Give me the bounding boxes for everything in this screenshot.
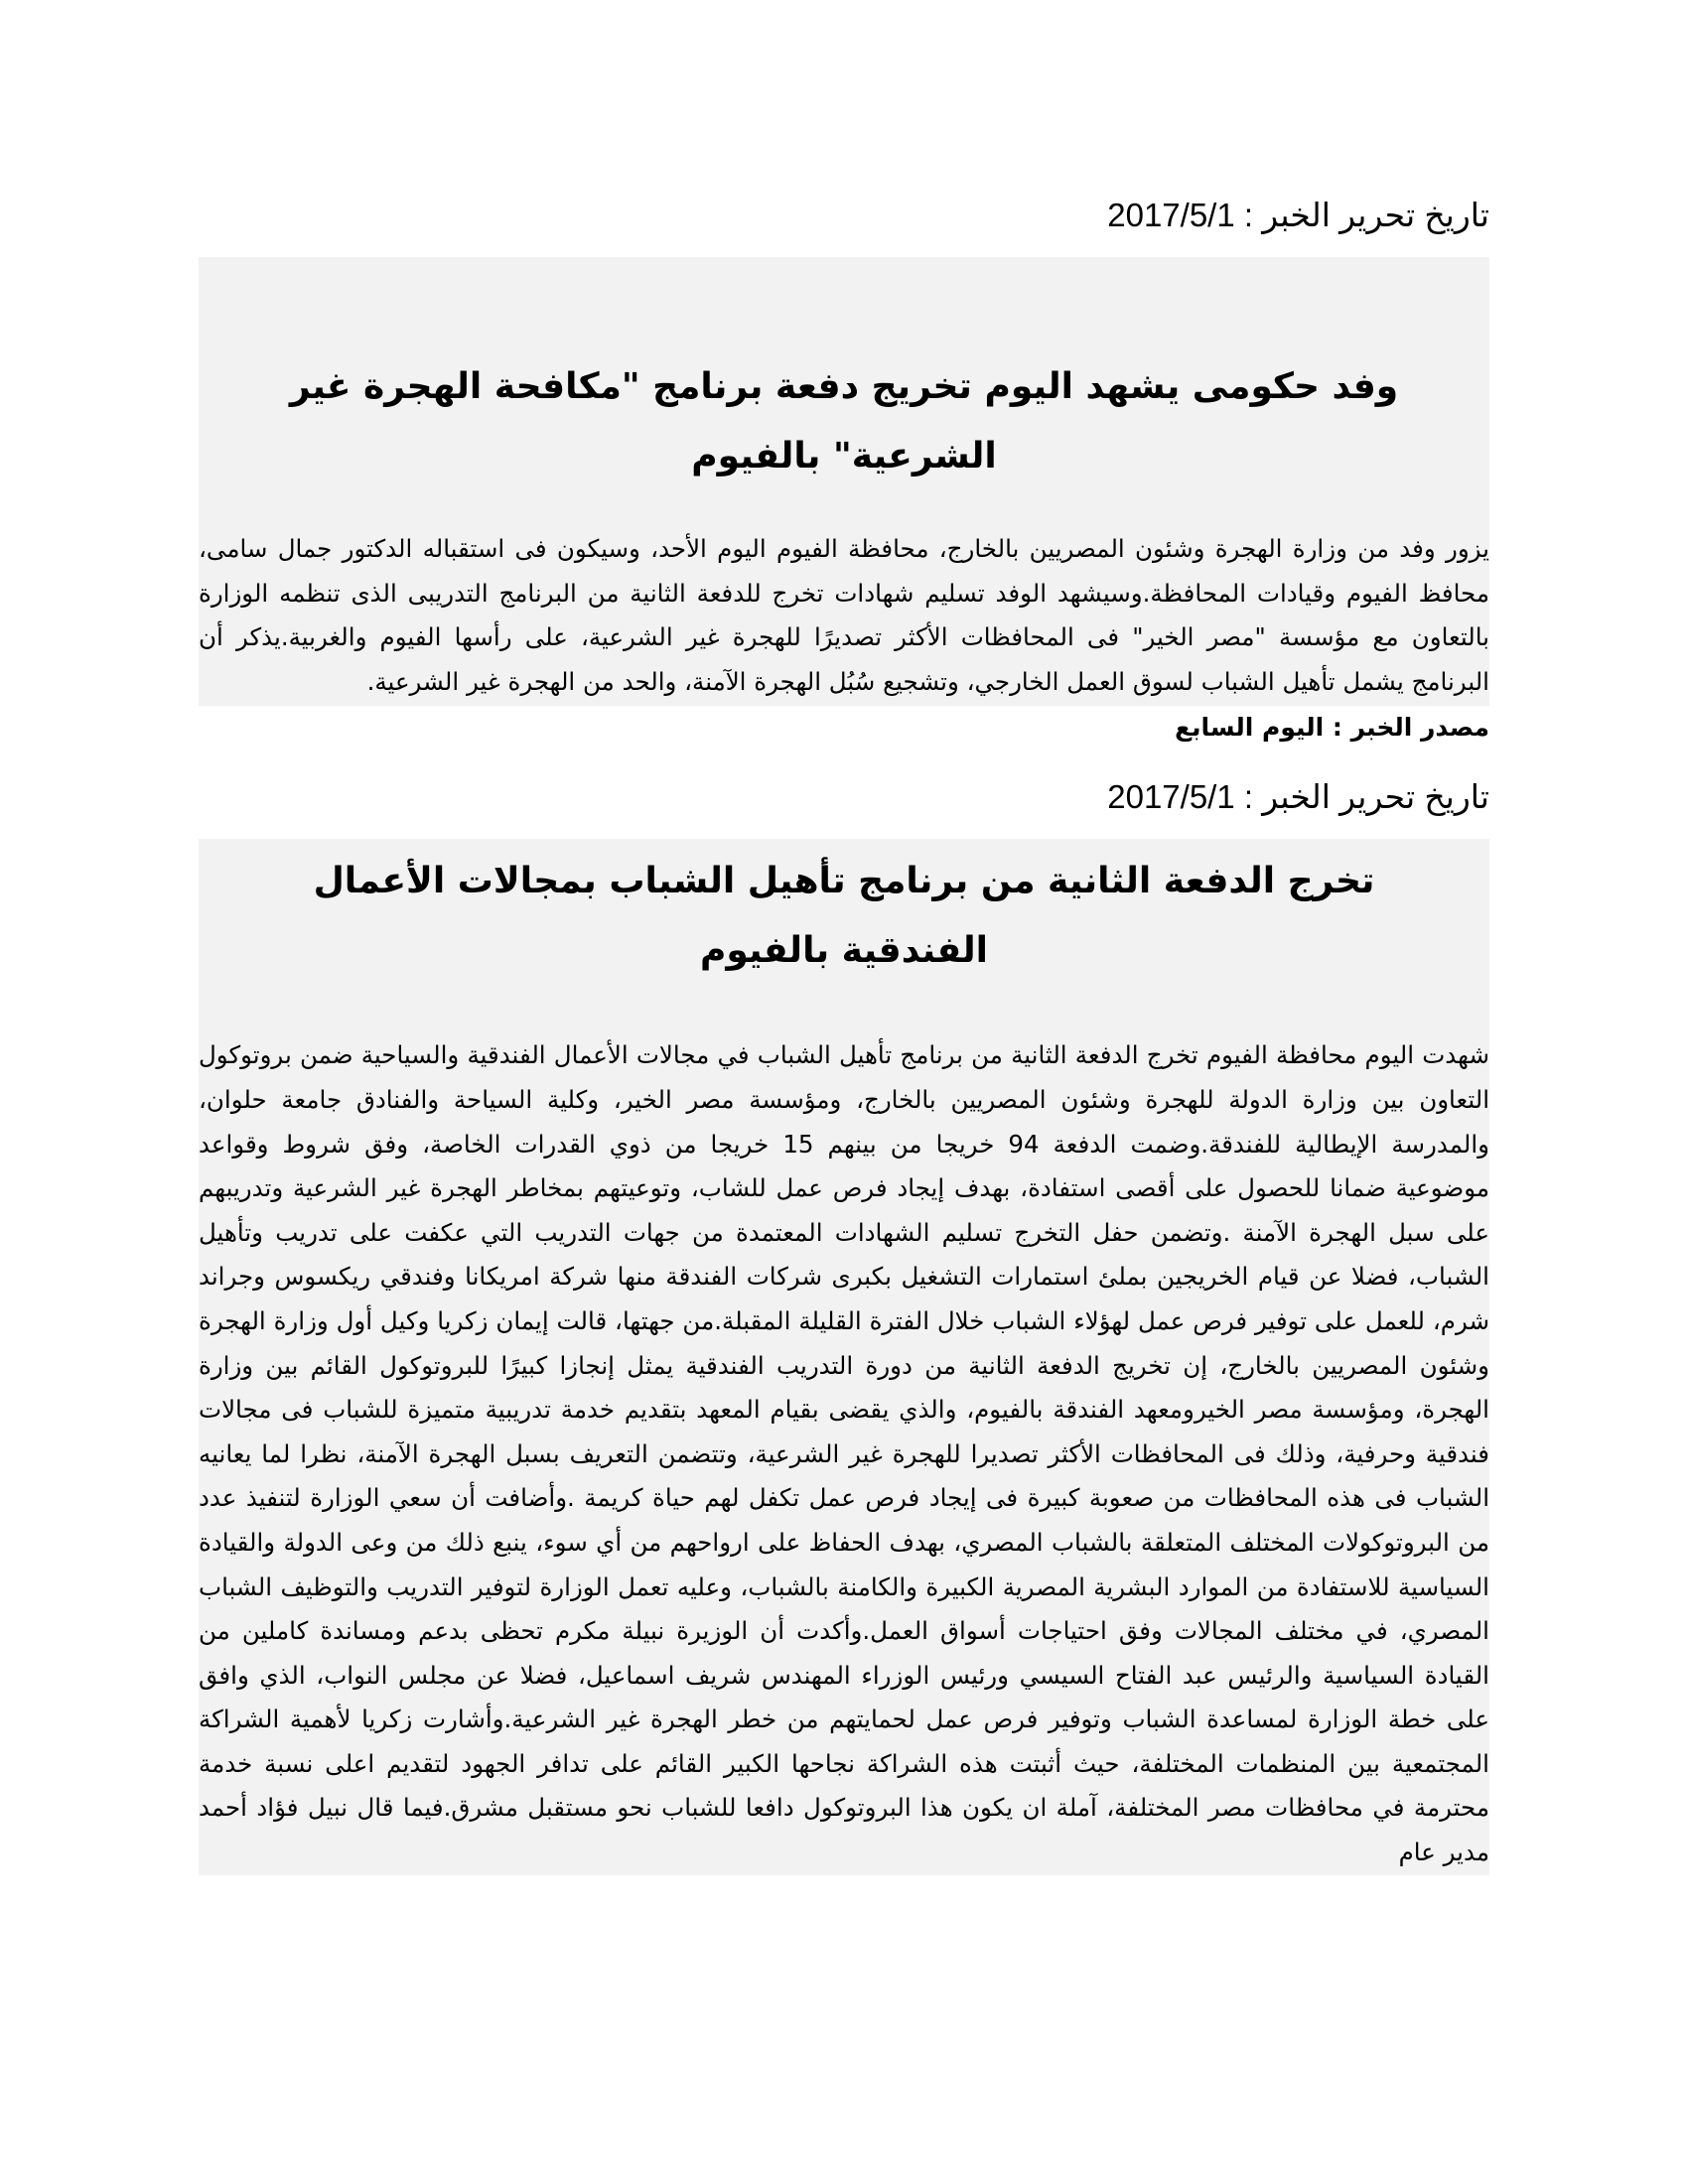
article-body: يزور وفد من وزارة الهجرة وشئون المصريين بالخارج، محافظة الفيوم اليوم الأحد، وسيكون فى استقباله الدكتور جمال سامى، محافظ الفيوم وقيادات المحافظة.وسيشهد الوفد تسليم شهادات تخرج للدفعة الثانية من البرنامج التدريبى الذى تنظمه الوزارة بالتعاون مع مؤسسة "مصر الخير" فى المحافظات الأكثر تصديرًا للهجرة غير الشرعية، على رأسها الفيوم والغربية.يذكر أن البرنامج يشمل تأهيل الشباب لسوق العمل الخارجي، وتشجيع سُبُل الهجرة الآمنة، والحد من الهجرة غير الشرعية. bbox=[199, 534, 1489, 696]
article-headline: تخرج الدفعة الثانية من برنامج تأهيل الشباب بمجالات الأعمال الفندقية بالفيوم bbox=[313, 861, 1375, 972]
article-box bbox=[199, 257, 1489, 706]
date-value: 2017/5/1 bbox=[1107, 778, 1235, 816]
date-label: تاريخ تحرير الخبر : bbox=[1243, 778, 1489, 816]
article-source-line bbox=[199, 706, 1489, 750]
news-article bbox=[199, 775, 1489, 1874]
date-value: 2017/5/1 bbox=[1107, 197, 1235, 233]
document-page bbox=[199, 194, 1489, 1875]
article-date-line bbox=[199, 194, 1489, 237]
date-label: تاريخ تحرير الخبر : bbox=[1243, 197, 1489, 233]
source-value: اليوم السابع bbox=[1175, 713, 1325, 743]
news-article bbox=[199, 194, 1489, 750]
article-date-line bbox=[199, 775, 1489, 819]
article-box bbox=[199, 839, 1489, 1874]
article-headline: وفد حكومى يشهد اليوم تخريج دفعة برنامج "مكافحة الهجرة غير الشرعية" بالفيوم bbox=[289, 366, 1399, 477]
source-label: مصدر الخبر : bbox=[1332, 713, 1489, 743]
article-body: شهدت اليوم محافظة الفيوم تخرج الدفعة الثانية من برنامج تأهيل الشباب في مجالات الأعمال الفندقية والسياحية ضمن بروتوكول التعاون بين وزارة الدولة للهجرة وشئون المصريين بالخارج، ومؤسسة مصر الخير، وكلية السياحة والفنادق جامعة حلوان، والمدرسة الإيطالية للفندقة.وضمت الدفعة 94 خريجا من بينهم 15 خريجا من ذوي القدرات الخاصة، وفق شروط وقواعد موضوعية ضمانا للحصول على أقصى استفادة، بهدف إيجاد فرص عمل للشاب، وتوعيتهم بمخاطر الهجرة غير الشرعية وتدريبهم على سبل الهجرة الآمنة .وتضمن حفل التخرج تسليم الشهادات المعتمدة من جهات التدريب التي عكفت على تدريب وتأهيل الشباب، فضلا عن قيام الخريجين بملئ استمارات التشغيل بكبرى شركات الفندقة منها شركة امريكانا وفندقي ريكسوس وجراند شرم، للعمل على توفير فرص عمل لهؤلاء الشباب خلال الفترة القليلة المقبلة.من جهتها، قالت إيمان زكريا وكيل أول وزارة الهجرة وشئون المصريين بالخارج، إن تخريج الدفعة الثانية من دورة التدريب الفندقية يمثل إنجازا كبيرًا للبروتوكول القائم بين وزارة الهجرة، ومؤسسة مصر الخيرومعهد الفندقة بالفيوم، والذي يقضى بقيام المعهد بتقديم خدمة تدريبية متميزة للشباب فى مجالات فندقية وحرفية، وذلك فى المحافظات الأكثر تصديرا للهجرة غير الشرعية، وتتضمن التعريف بسبل الهجرة الآمنة، نظرا لما يعانيه الشباب فى هذه المحافظات من صعوبة كبيرة فى إيجاد فرص عمل تكفل لهم حياة كريمة .وأضافت أن سعي الوزارة لتنفيذ عدد من البروتوكولات المختلف المتعلقة بالشباب المصري، بهدف الحفاظ على ارواحهم من أي سوء، ينبع ذلك من وعى الدولة والقيادة السياسية للاستفادة من الموارد البشرية المصرية الكبيرة والكامنة بالشباب، وعليه تعمل الوزارة لتوفير التدريب والتوظيف الشباب المصري، في مختلف المجالات وفق احتياجات أسواق العمل.وأكدت أن الوزيرة نبيلة مكرم تحظى بدعم ومساندة كاملين من القيادة السياسية والرئيس عبد الفتاح السيسي ورئيس الوزراء المهندس شريف اسماعيل، فضلا عن مجلس النواب، الذي وافق على خطة الوزارة لمساعدة الشباب وتوفير فرص عمل لحمايتهم من خطر الهجرة غير الشرعية.وأشارت زكريا لأهمية الشراكة المجتمعية بين المنظمات المختلفة، حيث أثبتت هذه الشراكة نجاحها الكبير القائم على تدافر الجهود لتقديم اعلى نسبة خدمة محترمة في محافظات مصر المختلفة، آملة ان يكون هذا البروتوكول دافعا للشباب نحو مستقبل مشرق.فيما قال نبيل فؤاد أحمد مدير عام bbox=[199, 1040, 1489, 1867]
